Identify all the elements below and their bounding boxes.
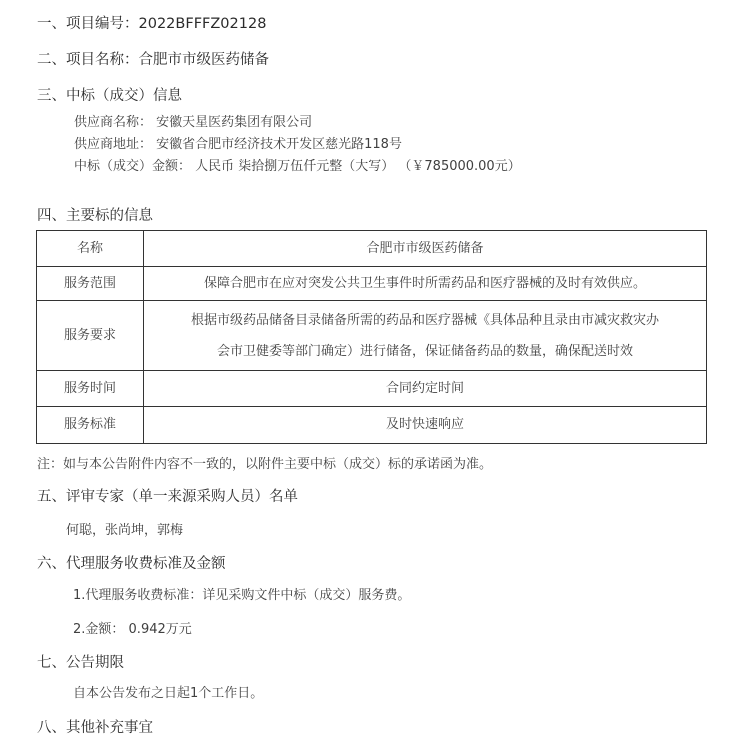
row-label: 服务要求 [37, 301, 144, 371]
row-value-line: 根据市级药品储备目录储备所需的药品和医疗器械《具体品种且录由市减灾救灾办 [190, 312, 659, 328]
table-row [37, 371, 707, 407]
section-notice-period-heading: 七、公告期限 [37, 655, 124, 671]
expert-list: 何聪，张尚坤，郭梅 [66, 523, 184, 538]
table-row [37, 231, 707, 267]
supplier-name: 供应商名称： 安徽天星医药集团有限公司 [74, 115, 313, 130]
row-value: 及时快速响应 [144, 407, 707, 444]
row-value: 合肥市市级医药储备 [144, 231, 707, 267]
row-label: 服务范围 [37, 267, 144, 301]
row-value [144, 301, 707, 371]
section-experts-heading: 五、评审专家（单一来源采购人员）名单 [37, 489, 298, 505]
row-value: 合同约定时间 [144, 371, 707, 407]
row-label: 名称 [37, 231, 144, 267]
supplier-address: 供应商地址： 安徽省合肥市经济技术开发区慈光路118号 [74, 137, 402, 152]
row-value: 保障合肥市在应对突发公共卫生事件时所需药品和医疗器械的及时有效供应。 [144, 267, 707, 301]
section-agency-fee-heading: 六、代理服务收费标准及金额 [37, 556, 226, 572]
row-label: 服务时间 [37, 371, 144, 407]
section-award-info-heading: 三、中标（成交）信息 [37, 88, 182, 104]
subject-info-table [36, 230, 707, 444]
table-row [37, 407, 707, 444]
table-row [37, 267, 707, 301]
section-other-matters-heading: 八、其他补充事宜 [37, 720, 153, 736]
table-row [37, 301, 707, 371]
award-amount: 中标（成交）金额： 人民币 柒拾捌万伍仟元整（大写） （￥785000.00元） [74, 159, 521, 174]
table-note: 注：如与本公告附件内容不一致的，以附件主要中标（成交）标的承诺函为准。 [37, 457, 493, 472]
row-label: 服务标准 [37, 407, 144, 444]
section-project-number: 一、项目编号：2022BFFFZ02128 [37, 16, 267, 32]
agency-fee-standard: 1.代理服务收费标准：详见采购文件中标（成交）服务费。 [73, 588, 411, 603]
notice-period-text: 自本公告发布之日起1个工作日。 [73, 686, 264, 701]
section-project-name: 二、项目名称：合肥市市级医药储备 [37, 52, 269, 68]
section-subject-info-heading: 四、主要标的信息 [37, 208, 153, 224]
agency-fee-amount: 2.金额： 0.942万元 [73, 622, 192, 637]
row-value-line: 会市卫健委等部门确定）进行储备，保证储备药品的数量，确保配送时效 [216, 343, 633, 359]
